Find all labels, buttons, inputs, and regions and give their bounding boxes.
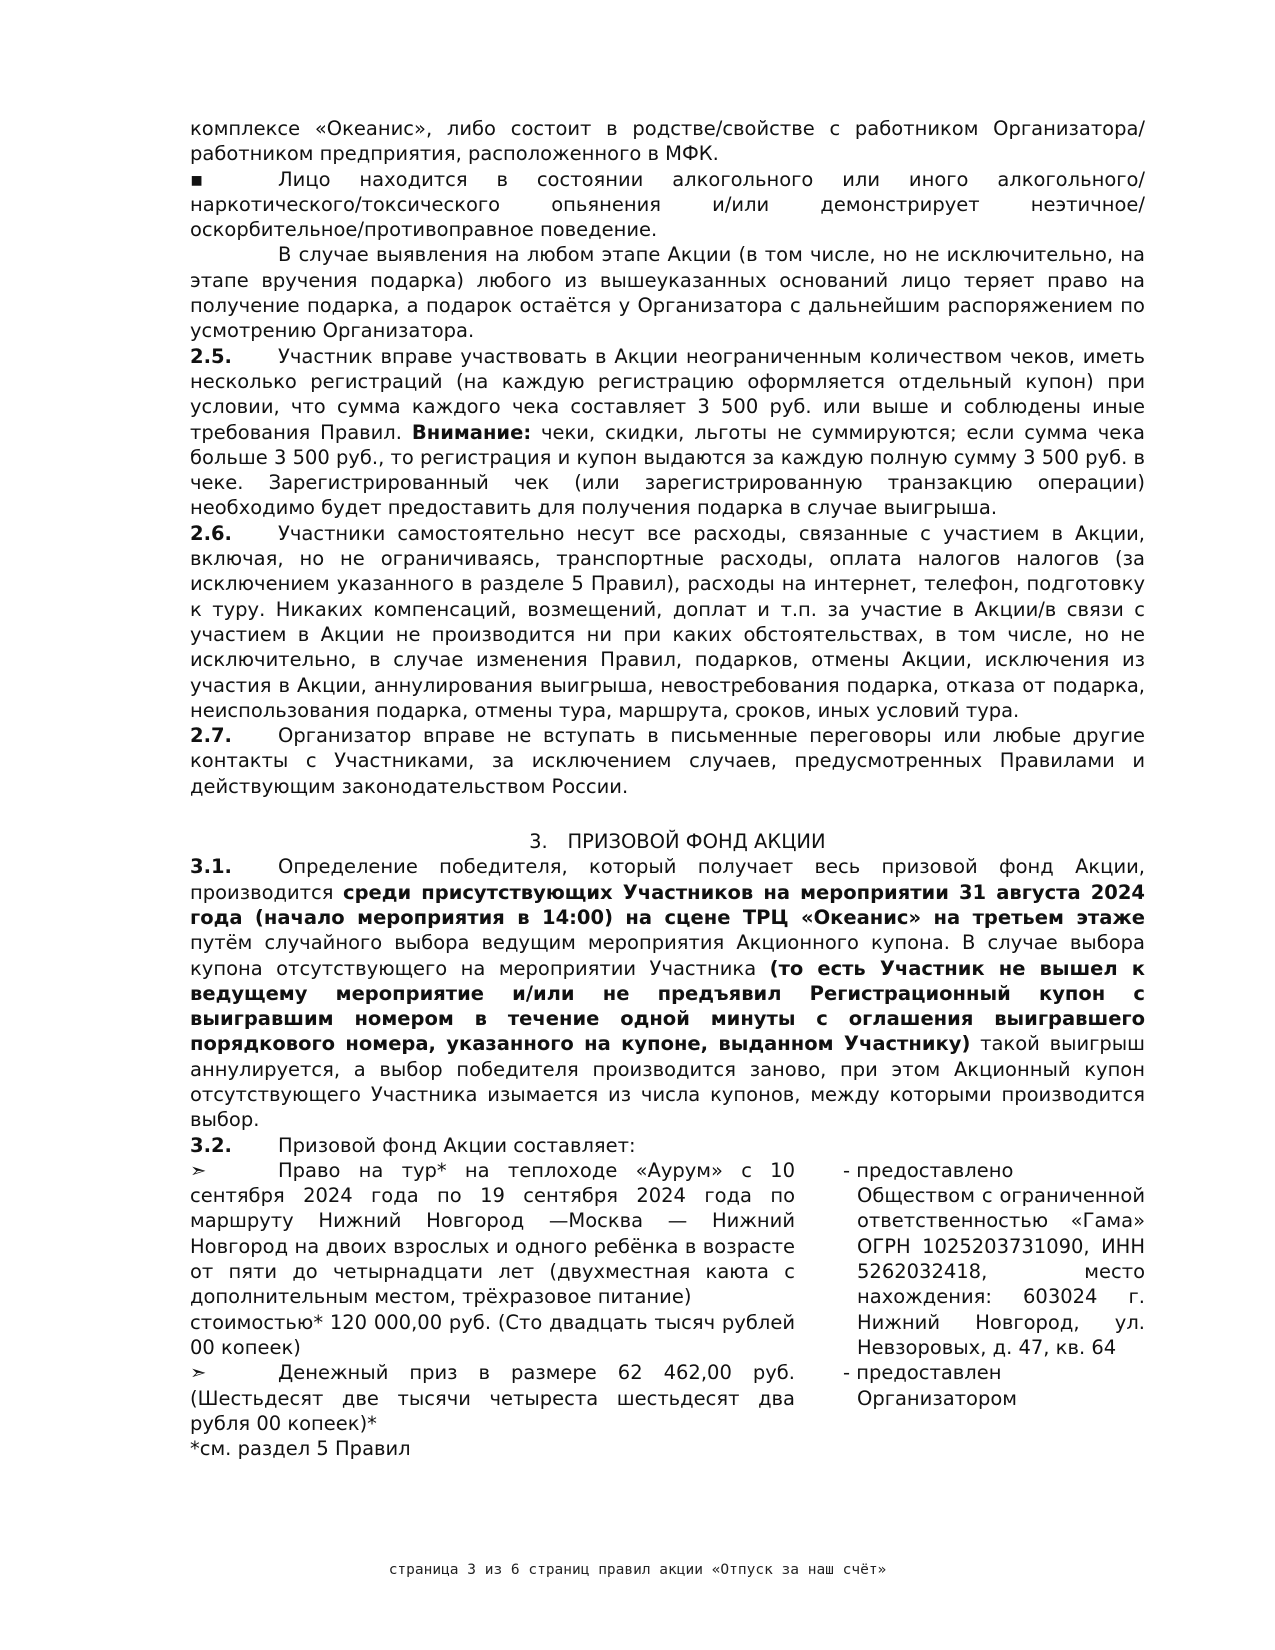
provider-label: - предоставлен (843, 1361, 1002, 1385)
prize-text-a: Денежный приз в размере 62 462,00 руб. (Шестьдесят две тысячи четыреста шестьдесят два рубля 00 копеек)* (190, 1361, 795, 1435)
intro-paragraph: В случае выявления на любом этапе Акции (в том числе, но не исключительно, на этапе вручения подарка) любого из вышеуказанных оснований лицо теряет право на получение подарка, а подарок остаётся у Организатора с дальнейшим распоряжением по усмотрению Организатора. (190, 243, 1145, 343)
prize-cost: стоимостью* 120 000,00 руб. (Сто двадцать тысяч рублей 00 копеек) (190, 1310, 795, 1359)
prize-text-a: Право на тур* на теплоходе «Аурум» с 10 сентября 2024 года по 19 сентября 2024 года по маршруту Нижний Новгород —Москва — Нижний Новгород на двоих взрослых и одного ребёнка в возрасте от пяти до четырнадцати лет (двухместная каюта с дополнительным местом, трёхразовое питание) (190, 1158, 795, 1309)
clause-text: Участник вправе участвовать в Акции неограниченным количеством чеков, иметь несколько регистраций (на каждую регистрацию оформляется отдельный купон) при условии, что сумма каждого чека составляет 3 500 руб. или выше и соблюдены иные требования Правил. (190, 344, 1145, 444)
prize-description (190, 1158, 795, 1360)
section-title: ПРИЗОВОЙ ФОНД АКЦИИ (567, 830, 826, 854)
clause-number: 3.2. (190, 1133, 232, 1157)
prize-provider (843, 1158, 1145, 1360)
prize-text (190, 1360, 795, 1436)
square-bullet-icon: ▪ (190, 167, 204, 191)
clause-2-7 (190, 723, 1145, 799)
clause-bold-text: Внимание: (411, 420, 532, 444)
clause-text: чеки, скидки, льготы не суммируются; если сумма чека больше 3 500 руб., то регистрация и купон выдаются за каждую полную сумму 3 500 руб. в чеке. Зарегистрированный чек (или зарегистрированную транзакцию операции) необходимо будет предоставить для получения подарка в случае выигрыша. (190, 420, 1145, 520)
clause-text: Определение победителя, который получает весь призовой фонд Акции, производится (190, 855, 1145, 904)
clause-number: 2.7. (190, 724, 232, 748)
prize-row-cash (190, 1360, 1145, 1436)
section-heading (190, 829, 1145, 854)
provider-details: Обществом с ограниченной ответственностью «Гама» ОГРН 1025203731090, ИНН 5262032418, место нахождения: 603024 г. Нижний Новгород, ул. Невзоровых, д. 47, кв. 64 (857, 1184, 1145, 1359)
footnote: *см. раздел 5 Правил (190, 1437, 411, 1461)
page-footer: страница 3 из 6 страниц правил акции «Отпуск за наш счёт» (388, 1562, 887, 1578)
clause-bold-text: (то есть Участник не вышел к ведущему мероприятие и/или не предъявил Регистрационный купон с выигравшим номером в течение одной минуты с оглашения выигравшего порядкового номера, указанного на купоне, выданном Участнику) (190, 956, 1145, 1056)
prize-description (190, 1360, 795, 1436)
provider-label: - предоставлено (843, 1158, 1014, 1182)
clause-text: Участники самостоятельно несут все расходы, связанные с участием в Акции, включая, но не ограничиваясь, транспортные расходы, оплата налогов налогов (за исключением указанного в разделе 5 Правил), расходы на интернет, телефон, подготовку к туру. Никаких компенсаций, возмещений, доплат и т.п. за участие в Акции/в связи с участием в Акции не производится ни при каких обстоятельствах, в том числе, но не исключительно, в случае изменения Правил, подарков, отмены Акции, исключения из участия в Акции, аннулирования выигрыша, невостребования подарка, отказа от подарка, неиспользования подарка, отмены тура, маршрута, сроков, иных условий тура. (190, 521, 1145, 722)
clause-text: Призовой фонд Акции составляет: (278, 1133, 636, 1157)
clause-text: путём случайного выбора ведущим мероприятия Акционного купона. В случае выбора купона отсутствующего на мероприятии Участника (190, 931, 1145, 980)
intro-line: комплексе «Океанис», либо состоит в родстве/свойстве с работником Организатора/работником предприятия, расположенного в МФК. (190, 117, 1145, 166)
prize-row-tour (190, 1158, 1145, 1360)
exclusion-bullet (190, 167, 1145, 243)
clause-number: 2.5. (190, 344, 232, 368)
document-page (190, 116, 1145, 1461)
clause-text: такой выигрыш аннулируется, а выбор победителя производится заново, при этом Акционный купон отсутствующего Участника изымается из числа купонов, между которыми производится выбор. (190, 1032, 1145, 1132)
clause-3-2 (190, 1133, 1145, 1158)
clause-2-5 (190, 344, 1145, 521)
arrow-bullet-icon: ➣ (190, 1158, 207, 1182)
clause-text: Организатор вправе не вступать в письменные переговоры или любые другие контакты с Участниками, за исключением случаев, предусмотренных Правилами и действующим законодательством России. (190, 724, 1145, 798)
clause-3-1 (190, 854, 1145, 1132)
arrow-bullet-icon: ➣ (190, 1361, 207, 1385)
clause-bold-text: среди присутствующих Участников на мероприятии 31 августа 2024 года (начало мероприятия в 14:00) на сцене ТРЦ «Океанис» на третьем этаже (190, 880, 1145, 929)
bullet-text: Лицо находится в состоянии алкогольного или иного алкогольного/ наркотического/токсического опьянения и/или демонстрирует неэтичное/ оскорбительное/противоправное поведение. (190, 167, 1145, 242)
section-number: 3. (529, 830, 548, 854)
clause-2-6 (190, 521, 1145, 723)
prize-provider (843, 1360, 1145, 1436)
provider-details: Организатором (857, 1386, 1017, 1410)
prize-text (190, 1158, 795, 1310)
clause-number: 3.1. (190, 855, 232, 879)
clause-number: 2.6. (190, 521, 232, 545)
